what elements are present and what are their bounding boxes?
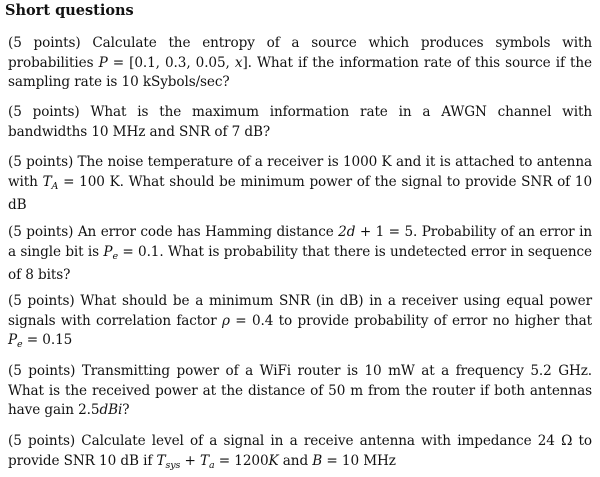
math-subscript: a: [208, 459, 215, 471]
question-text: The noise temperature of a receiver is 1000 K and it is attached to antenna with: [8, 154, 592, 190]
question-text: and: [278, 452, 313, 469]
question-text: What should be a minimum SNR (in dB) in a receiver using equal power signals with correlation factor: [8, 293, 592, 329]
section-heading: Short questions: [5, 2, 134, 19]
question-text: Transmitting power of a WiFi router is 10 mW at a frequency 5.2 GHz. What is the received power at the distance of 50 m from the router if both antennas have gain 2.5: [8, 363, 592, 418]
math-symbol: T: [200, 452, 209, 469]
math-symbol: x: [234, 54, 243, 71]
question-text: Calculate level of a signal in a receive antenna with impedance 24 Ω to provide SNR 10 dB if: [8, 433, 592, 469]
question-7: [8, 432, 592, 475]
question-text: = 10 MHz: [322, 452, 396, 469]
question-points: (5 points): [8, 224, 74, 240]
question-text: ]. What if the information rate of this source if the sampling rate is 10 kSybols/sec?: [8, 54, 592, 90]
math-subscript: e: [112, 250, 118, 262]
question-text: = 0.4 to provide probability of error no higher that: [229, 312, 592, 329]
question-points: (5 points): [8, 35, 81, 51]
math-symbol: K: [268, 452, 279, 469]
question-text: = 100 K. What should be minimum power of the signal to provide SNR of 10 dB: [8, 173, 592, 213]
question-6: [8, 362, 592, 421]
math-symbol: 2d: [338, 224, 356, 240]
question-text: What is the maximum information rate in a AWGN channel with bandwidths 10 MHz and SNR of 7 dB?: [8, 104, 592, 140]
math-symbol: ρ: [222, 312, 230, 329]
question-text: = 1200: [214, 452, 269, 469]
question-text: An error code has Hamming distance: [77, 224, 339, 240]
math-symbol: P: [98, 54, 108, 71]
math-symbol: P: [103, 243, 113, 260]
question-5: [8, 292, 592, 355]
question-text: Calculate the entropy of a source which produces symbols with probabilities: [8, 35, 592, 71]
math-symbol: T: [42, 173, 52, 190]
math-symbol: P: [8, 332, 18, 348]
question-points: (5 points): [8, 433, 76, 449]
question-1: [8, 34, 592, 93]
math-symbol: T: [156, 452, 166, 469]
math-subscript: sys: [165, 459, 181, 471]
question-text: ?: [122, 402, 130, 418]
question-text: = 0.1. What is probability that there is undetected error in sequence of 8 bits?: [8, 243, 592, 283]
question-points: (5 points): [8, 363, 76, 379]
question-2: [8, 103, 592, 142]
math-subscript: e: [17, 339, 23, 350]
math-symbol: dBi: [99, 402, 123, 418]
math-symbol: B: [312, 452, 323, 469]
question-points: (5 points): [8, 293, 75, 309]
question-4: [8, 223, 592, 286]
question-text: + 1 = 5. Probability of an error in a single bit is: [8, 224, 592, 260]
question-text: +: [180, 452, 201, 469]
question-text: = 0.15: [22, 332, 73, 348]
question-3: [8, 153, 592, 216]
question-points: (5 points): [8, 104, 80, 120]
question-points: (5 points): [8, 154, 74, 170]
math-subscript: A: [51, 180, 59, 192]
question-text: = [0.1, 0.3, 0.05,: [107, 54, 235, 71]
